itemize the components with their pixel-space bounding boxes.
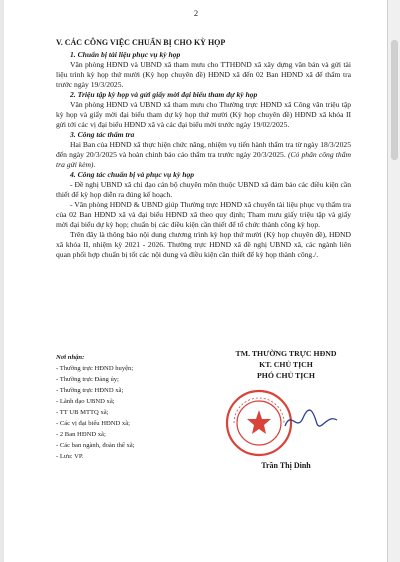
recipient-item: - Các vị đại biểu HĐND xã; <box>56 420 130 427</box>
signature-area <box>56 340 351 510</box>
document-page <box>6 0 386 562</box>
paragraph-text: Hai Ban của HĐND xã thực hiện chức năng, nhiệm vụ tiến hành thẩm tra từ ngày 18/3/2025 đến ngày 20/3/2025 và hoàn chỉnh báo cáo thẩm tra trước ngày 20/3/2025. <box>56 140 351 159</box>
closing-paragraph: Trên đây là thông báo nội dung chương trình kỳ họp thứ mười (Kỳ họp chuyên đề), HĐND xã khóa II, nhiệm kỳ 2021 - 2026. Thường trực HĐND xã đề nghị UBND xã, các ngành liên quan phối hợp chuẩn bị tốt các nội dung và điều kiện cần thiết để kỳ họp thành công./. <box>56 230 351 259</box>
recipients-heading: Nơi nhận: <box>56 354 85 361</box>
signature-title-line: TM. THƯỜNG TRỰC HĐND <box>235 349 337 358</box>
recipients-list <box>56 352 206 462</box>
vertical-scrollbar[interactable] <box>387 0 400 562</box>
signature-title-line: KT. CHỦ TỊCH <box>259 360 313 369</box>
paragraph <box>56 140 351 170</box>
recipient-item: - Thường trực Đảng ủy; <box>56 376 119 383</box>
document-body <box>56 38 351 260</box>
recipient-item: - Lưu: VP. <box>56 453 84 460</box>
handwritten-signature-icon <box>281 406 341 436</box>
recipient-item: - Các ban ngành, đoàn thể xã; <box>56 442 135 449</box>
recipient-item: - 2 Ban HĐND xã; <box>56 431 106 438</box>
paragraph: Văn phòng HĐND và UBND xã tham mưu cho TTHĐND xã xây dựng văn bản và gửi tài liệu trình kỳ họp thứ mười (Kỳ họp chuyên đề) HĐND xã đến 02 Ban HĐND xã để thẩm tra trước ngày 19/3/2025. <box>56 60 351 89</box>
paragraph: - Đề nghị UBND xã chỉ đạo cán bộ chuyên môn thuộc UBND xã đảm bảo các điều kiện cần thiết để kỳ họp diễn ra đúng kế hoạch. <box>56 180 351 199</box>
signature-title-line: PHÓ CHỦ TỊCH <box>257 371 315 380</box>
paragraph: - Văn phòng HĐND & UBND giúp Thường trực HĐND xã chuyển tài liệu phục vụ thẩm tra của 02 Ban HĐND xã và đại biểu HĐND xã theo quy định; Tham mưu giấy triệu tập và giấy mời đại biểu dự kỳ họp; chuẩn bị các điều kiện cần thiết để tổ chức thành công kỳ họp. <box>56 200 351 229</box>
item-title: 1. Chuẩn bị tài liệu phục vụ kỳ họp <box>70 50 181 59</box>
item-title: 2. Triệu tập kỳ họp và gửi giấy mời đại biểu tham dự kỳ họp <box>70 90 258 99</box>
scrollbar-thumb[interactable] <box>391 40 398 160</box>
signature-block <box>206 348 366 470</box>
signer-name: Trần Thị Dinh <box>261 461 311 470</box>
section-title: V. CÁC CÔNG VIỆC CHUẨN BỊ CHO KỲ HỌP <box>56 38 226 47</box>
item-title: 4. Công tác chuẩn bị và phục vụ kỳ họp <box>70 170 195 179</box>
recipient-item: - Thường trực HĐND xã; <box>56 387 124 394</box>
paragraph: Văn phòng HĐND và UBND xã tham mưu cho Thường trực HĐND xã Công văn triệu tập kỳ họp và giấy mời đại biểu tham dự kỳ họp thứ mười (Kỳ họp chuyên đề) HĐND xã khóa II gửi tới các vị đại biểu HĐND xã và các đại biểu mời trước ngày 19/02/2025. <box>56 100 351 129</box>
viewer-left-border <box>0 0 4 562</box>
item-title: 3. Công tác thẩm tra <box>70 130 135 139</box>
paragraph-note: (Có phân công thẩm tra gửi kèm). <box>56 150 351 169</box>
recipient-item: - Thường trực HĐND huyện; <box>56 365 134 372</box>
recipient-item: - TT UB MTTQ xã; <box>56 409 109 416</box>
page-number: 2 <box>193 8 199 18</box>
recipient-item: - Lãnh đạo UBND xã; <box>56 398 115 405</box>
